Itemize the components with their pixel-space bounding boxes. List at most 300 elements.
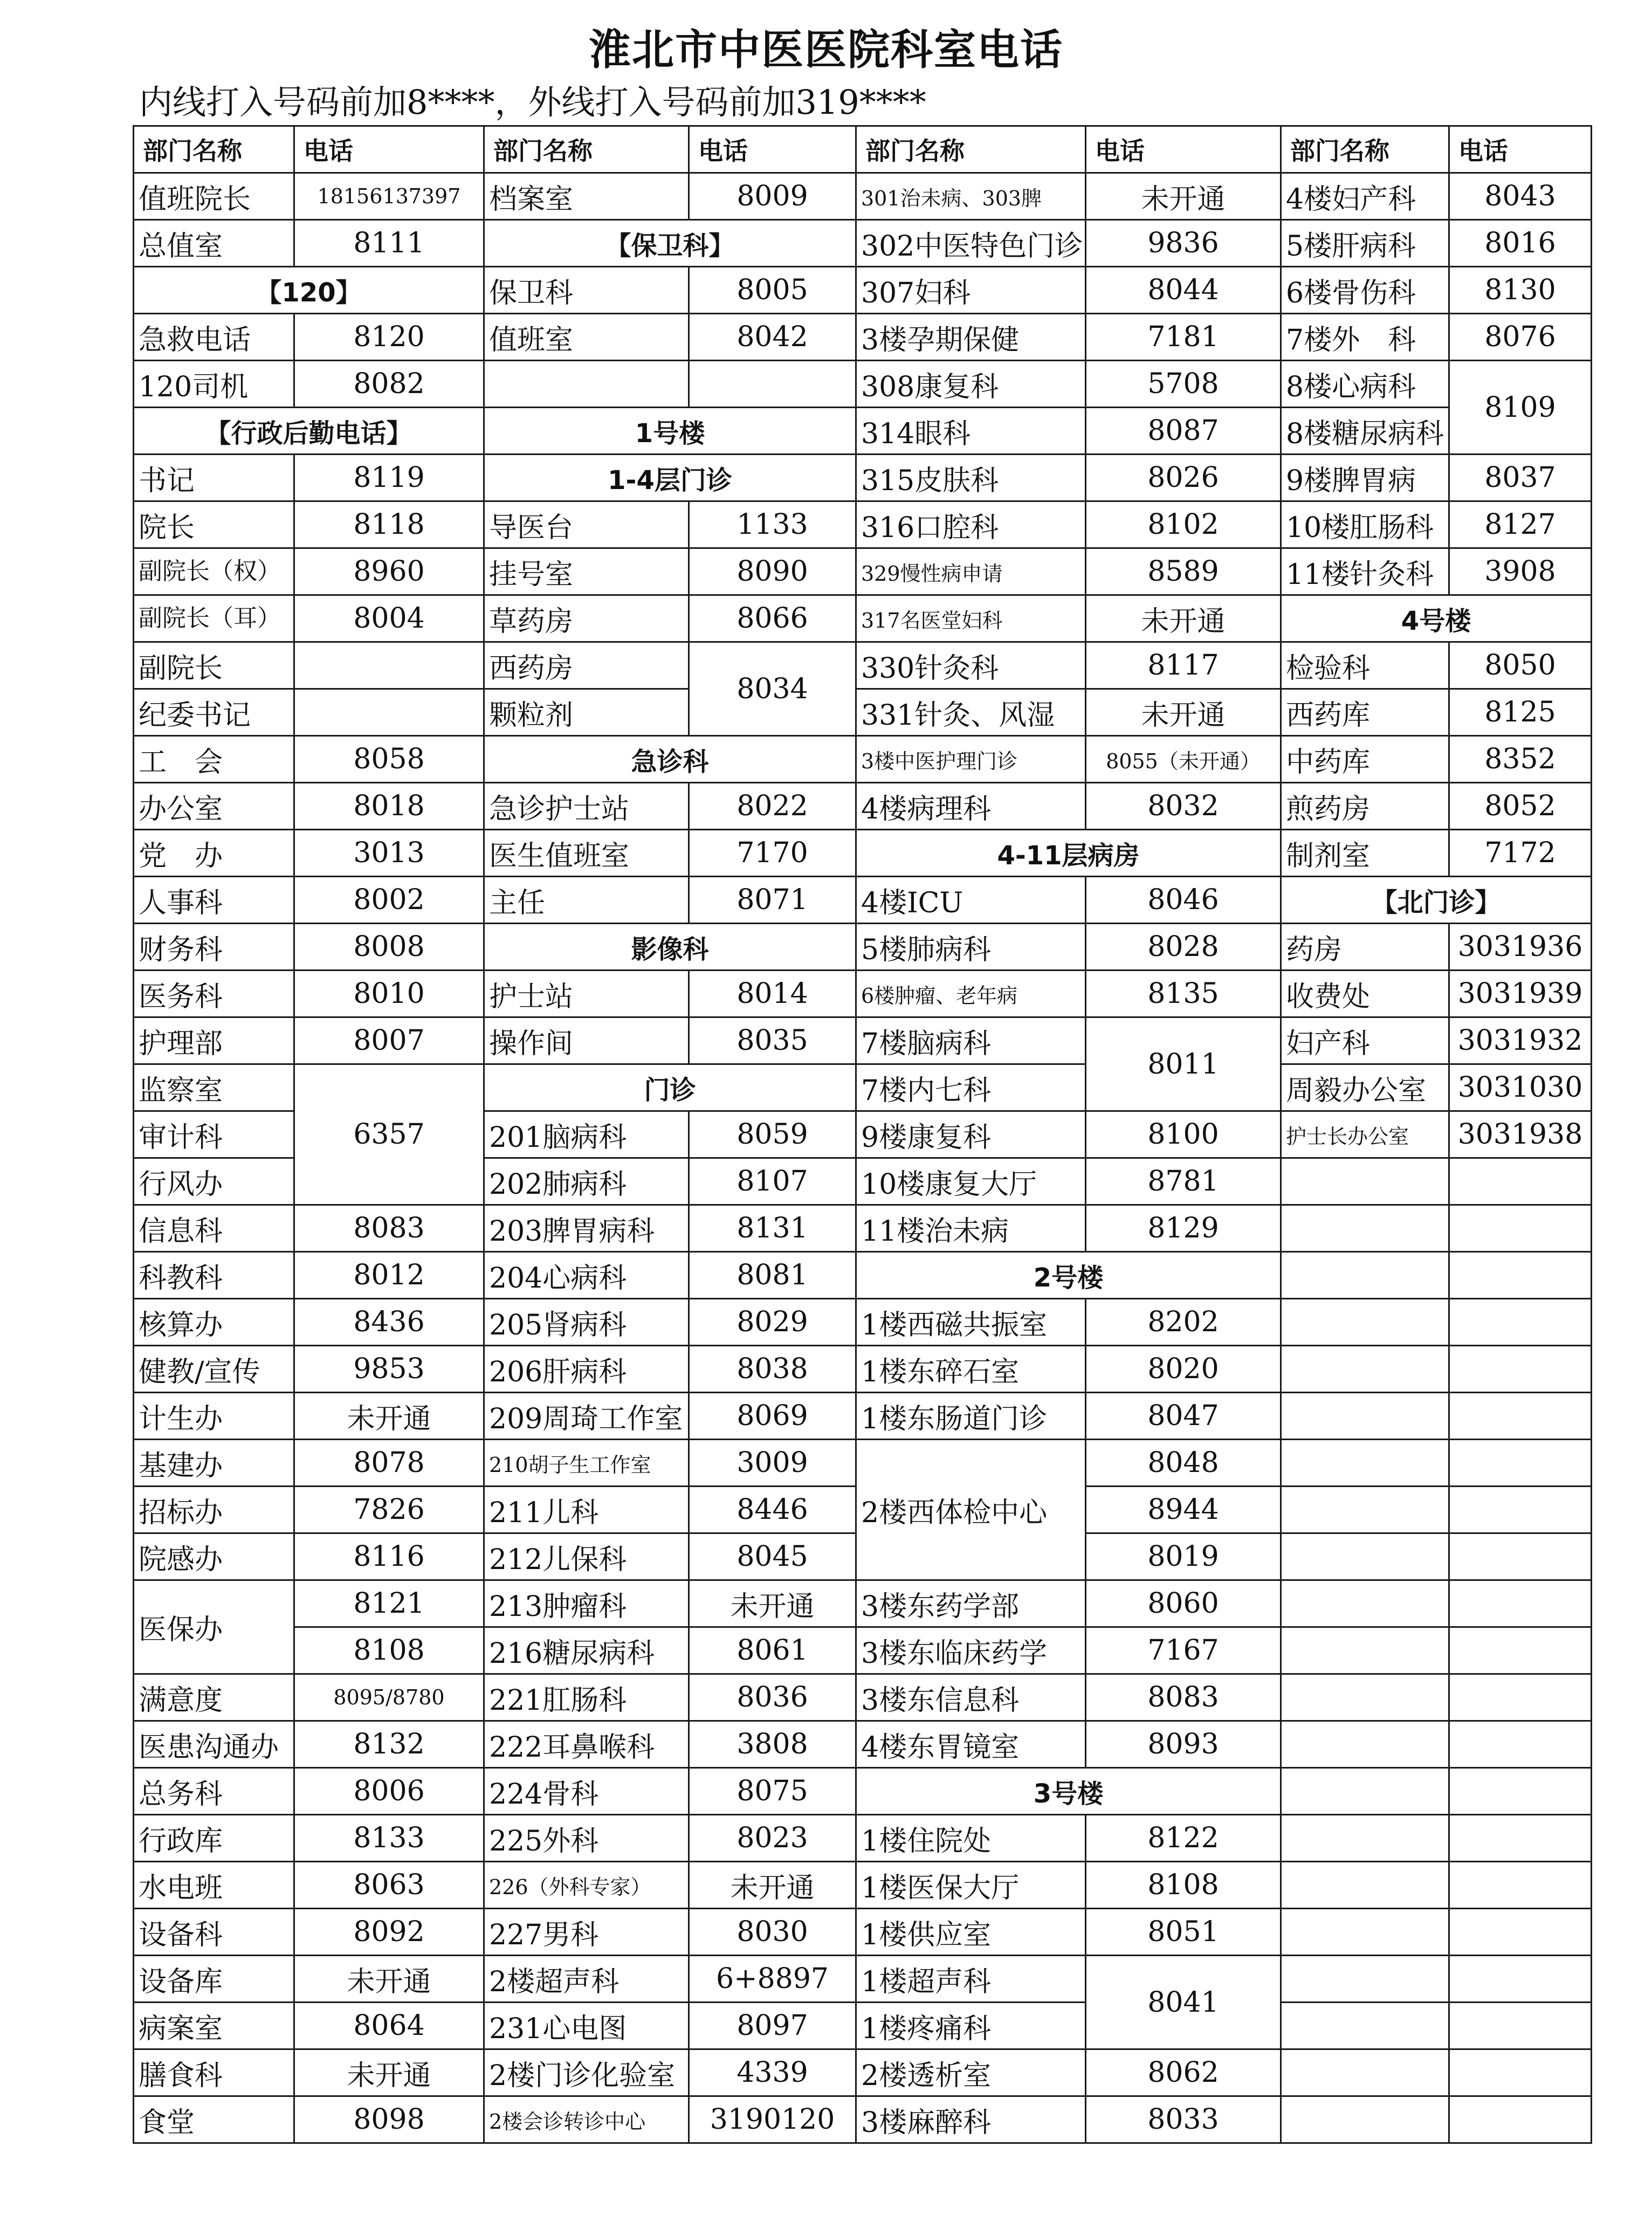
phone-number-cell: 8109 xyxy=(1449,361,1592,455)
phone-number-cell: 8064 xyxy=(294,2003,484,2049)
department-name-cell: 7楼内七科 xyxy=(856,1064,1086,1111)
table-row xyxy=(134,220,1592,267)
department-name-cell: 医患沟通办 xyxy=(134,1721,294,1768)
phone-number-cell xyxy=(1449,1674,1592,1721)
department-name-cell: 4楼ICU xyxy=(856,877,1086,924)
phone-number-cell: 8026 xyxy=(1086,455,1281,501)
section-header-cell: 4-11层病房 xyxy=(856,830,1281,877)
phone-number-cell: 8083 xyxy=(294,1205,484,1252)
phone-number-cell xyxy=(1449,1862,1592,1909)
department-name-cell: 保卫科 xyxy=(484,267,689,314)
department-name-cell: 226（外科专家） xyxy=(484,1862,689,1909)
phone-number-cell: 8052 xyxy=(1449,783,1592,830)
department-name-cell: 6楼骨伤科 xyxy=(1281,267,1449,314)
phone-number-cell: 8018 xyxy=(294,783,484,830)
table-row xyxy=(134,2049,1592,2096)
phone-number-cell xyxy=(1449,2049,1592,2096)
phone-number-cell: 8023 xyxy=(689,1815,856,1862)
phone-number-cell xyxy=(1449,1721,1592,1768)
department-name-cell: 4楼东胃镜室 xyxy=(856,1721,1086,1768)
table-row xyxy=(134,173,1592,220)
department-name-cell: 212儿保科 xyxy=(484,1533,689,1580)
department-name-cell: 9楼康复科 xyxy=(856,1111,1086,1158)
department-name-cell: 满意度 xyxy=(134,1674,294,1721)
section-header-cell: 【120】 xyxy=(134,267,484,314)
department-name-cell xyxy=(1281,1299,1449,1346)
table-row xyxy=(134,1580,1592,1627)
phone-number-cell: 8108 xyxy=(1086,1862,1281,1909)
phone-number-cell xyxy=(1449,1815,1592,1862)
department-name-cell: 煎药房 xyxy=(1281,783,1449,830)
department-name-cell: 9楼脾胃病 xyxy=(1281,455,1449,501)
department-name-cell: 设备科 xyxy=(134,1909,294,1956)
phone-number-cell: 8127 xyxy=(1449,501,1592,548)
phone-number-cell: 8092 xyxy=(294,1909,484,1956)
phone-number-cell: 8041 xyxy=(1086,1956,1281,2049)
section-header-cell: 【保卫科】 xyxy=(484,220,856,267)
department-name-cell: 314眼科 xyxy=(856,408,1086,455)
phone-number-cell xyxy=(689,361,856,408)
phone-number-cell: 8063 xyxy=(294,1862,484,1909)
department-name-cell: 10楼康复大厅 xyxy=(856,1158,1086,1205)
phone-number-cell: 8131 xyxy=(689,1205,856,1252)
section-header-cell: 影像科 xyxy=(484,924,856,971)
phone-number-cell xyxy=(1449,1299,1592,1346)
department-name-cell: 211儿科 xyxy=(484,1487,689,1533)
phone-number-cell: 8944 xyxy=(1086,1487,1281,1533)
phone-number-cell: 4339 xyxy=(689,2049,856,2096)
phone-number-cell: 8060 xyxy=(1086,1580,1281,1627)
table-row xyxy=(134,1721,1592,1768)
phone-number-cell: 8051 xyxy=(1086,1909,1281,1956)
table-row xyxy=(134,548,1592,595)
phone-number-cell: 8020 xyxy=(1086,1346,1281,1393)
section-header-cell: 急诊科 xyxy=(484,736,856,783)
phone-number-cell: 8125 xyxy=(1449,689,1592,736)
phone-number-cell: 8781 xyxy=(1086,1158,1281,1205)
phone-number-cell: 8004 xyxy=(294,595,484,642)
department-name-cell: 3楼孕期保健 xyxy=(856,314,1086,361)
department-name-cell: 医生值班室 xyxy=(484,830,689,877)
department-name-cell: 总值室 xyxy=(134,220,294,267)
department-name-cell: 设备库 xyxy=(134,1956,294,2003)
department-name-cell: 膳食科 xyxy=(134,2049,294,2096)
department-name-cell: 2楼西体检中心 xyxy=(856,1440,1086,1580)
department-name-cell: 信息科 xyxy=(134,1205,294,1252)
department-name-cell: 330针灸科 xyxy=(856,642,1086,689)
department-name-cell: 213肿瘤科 xyxy=(484,1580,689,1627)
phone-number-cell: 未开通 xyxy=(294,1393,484,1440)
phone-number-cell: 8100 xyxy=(1086,1111,1281,1158)
phone-number-cell: 8078 xyxy=(294,1440,484,1487)
phone-number-cell: 8059 xyxy=(689,1111,856,1158)
table-row xyxy=(134,1017,1592,1064)
department-name-cell xyxy=(1281,2003,1449,2049)
department-name-cell: 315皮肤科 xyxy=(856,455,1086,501)
department-name-cell xyxy=(1281,1158,1449,1205)
table-row xyxy=(134,1674,1592,1721)
phone-number-cell: 8121 xyxy=(294,1580,484,1627)
table-row xyxy=(134,1815,1592,1862)
department-name-cell: 收费处 xyxy=(1281,971,1449,1017)
phone-number-cell xyxy=(1449,1627,1592,1674)
department-name-cell: 2楼会诊转诊中心 xyxy=(484,2096,689,2143)
department-name-cell: 1楼住院处 xyxy=(856,1815,1086,1862)
department-name-cell xyxy=(1281,1440,1449,1487)
department-name-cell: 副院长 xyxy=(134,642,294,689)
department-name-cell: 水电班 xyxy=(134,1862,294,1909)
department-name-cell: 核算办 xyxy=(134,1299,294,1346)
phone-number-cell: 8036 xyxy=(689,1674,856,1721)
phone-number-cell: 8130 xyxy=(1449,267,1592,314)
phone-number-cell: 未开通 xyxy=(294,1956,484,2003)
phone-number-cell xyxy=(1449,1205,1592,1252)
table-row xyxy=(134,1909,1592,1956)
phone-number-cell: 8129 xyxy=(1086,1205,1281,1252)
phone-number-cell xyxy=(1449,1580,1592,1627)
table-row xyxy=(134,361,1592,408)
phone-number-cell: 8111 xyxy=(294,220,484,267)
column-header-phone: 电话 xyxy=(1449,126,1592,173)
phone-number-cell: 3031939 xyxy=(1449,971,1592,1017)
department-name-cell: 纪委书记 xyxy=(134,689,294,736)
department-name-cell xyxy=(1281,1205,1449,1252)
table-row xyxy=(134,783,1592,830)
phone-number-cell: 7170 xyxy=(689,830,856,877)
phone-number-cell: 3031030 xyxy=(1449,1064,1592,1111)
phone-number-cell: 3031938 xyxy=(1449,1111,1592,1158)
page-title: 淮北市中医医院科室电话 xyxy=(588,26,1063,74)
phone-number-cell: 8038 xyxy=(689,1346,856,1393)
department-name-cell: 值班室 xyxy=(484,314,689,361)
phone-number-cell: 8061 xyxy=(689,1627,856,1674)
phone-number-cell: 8083 xyxy=(1086,1674,1281,1721)
table-row xyxy=(134,595,1592,642)
department-name-cell: 导医台 xyxy=(484,501,689,548)
phone-number-cell: 未开通 xyxy=(689,1862,856,1909)
department-name-cell xyxy=(1281,1815,1449,1862)
department-name-cell: 308康复科 xyxy=(856,361,1086,408)
table-row xyxy=(134,408,1592,455)
department-name-cell: 人事科 xyxy=(134,877,294,924)
department-name-cell: 329慢性病申请 xyxy=(856,548,1086,595)
phone-number-cell: 8076 xyxy=(1449,314,1592,361)
column-header-phone: 电话 xyxy=(294,126,484,173)
department-name-cell xyxy=(1281,1721,1449,1768)
department-name-cell: 草药房 xyxy=(484,595,689,642)
phone-number-cell: 8055（未开通） xyxy=(1086,736,1281,783)
phone-number-cell xyxy=(1449,2096,1592,2143)
department-name-cell: 222耳鼻喉科 xyxy=(484,1721,689,1768)
header-row xyxy=(134,126,1592,173)
table-row xyxy=(134,1252,1592,1299)
table-row xyxy=(134,736,1592,783)
department-name-cell: 210胡子生工作室 xyxy=(484,1440,689,1487)
dialing-note: 内线打入号码前加8****，外线打入号码前加319**** xyxy=(139,82,926,122)
department-name-cell: 科教科 xyxy=(134,1252,294,1299)
department-name-cell: 5楼肺病科 xyxy=(856,924,1086,971)
phone-number-cell: 8044 xyxy=(1086,267,1281,314)
phone-number-cell: 8045 xyxy=(689,1533,856,1580)
phone-number-cell: 6+8897 xyxy=(689,1956,856,2003)
department-name-cell: 302中医特色门诊 xyxy=(856,220,1086,267)
phone-number-cell: 8081 xyxy=(689,1252,856,1299)
department-name-cell: 主任 xyxy=(484,877,689,924)
department-name-cell: 基建办 xyxy=(134,1440,294,1487)
department-name-cell: 206肝病科 xyxy=(484,1346,689,1393)
section-header-cell: 1号楼 xyxy=(484,408,856,455)
phone-number-cell: 9836 xyxy=(1086,220,1281,267)
table-row xyxy=(134,1064,1592,1111)
phone-number-cell: 8030 xyxy=(689,1909,856,1956)
phone-number-cell: 8062 xyxy=(1086,2049,1281,2096)
department-name-cell: 护士站 xyxy=(484,971,689,1017)
phone-number-cell: 8022 xyxy=(689,783,856,830)
phone-number-cell: 未开通 xyxy=(294,2049,484,2096)
table-row xyxy=(134,642,1592,689)
department-name-cell: 225外科 xyxy=(484,1815,689,1862)
department-name-cell: 317名医堂妇科 xyxy=(856,595,1086,642)
phone-number-cell: 8119 xyxy=(294,455,484,501)
phone-number-cell: 8046 xyxy=(1086,877,1281,924)
department-name-cell xyxy=(1281,1533,1449,1580)
phone-number-cell: 8108 xyxy=(294,1627,484,1674)
table-row xyxy=(134,314,1592,361)
department-name-cell: 204心病科 xyxy=(484,1252,689,1299)
phone-number-cell: 8097 xyxy=(689,2003,856,2049)
department-name-cell: 8楼糖尿病科 xyxy=(1281,408,1449,455)
phone-number-cell: 8042 xyxy=(689,314,856,361)
department-name-cell: 办公室 xyxy=(134,783,294,830)
phone-number-cell xyxy=(1449,1252,1592,1299)
phone-number-cell: 8019 xyxy=(1086,1533,1281,1580)
table-row xyxy=(134,924,1592,971)
department-name-cell: 7楼脑病科 xyxy=(856,1017,1086,1064)
department-name-cell: 1楼医保大厅 xyxy=(856,1862,1086,1909)
phone-number-cell: 8122 xyxy=(1086,1815,1281,1862)
phone-number-cell xyxy=(1449,1956,1592,2003)
phone-number-cell: 7826 xyxy=(294,1487,484,1533)
department-name-cell: 操作间 xyxy=(484,1017,689,1064)
department-name-cell: 妇产科 xyxy=(1281,1017,1449,1064)
department-name-cell: 202肺病科 xyxy=(484,1158,689,1205)
phone-number-cell: 6357 xyxy=(294,1064,484,1205)
phone-number-cell: 3009 xyxy=(689,1440,856,1487)
phone-number-cell: 8009 xyxy=(689,173,856,220)
department-name-cell: 挂号室 xyxy=(484,548,689,595)
department-name-cell: 4楼妇产科 xyxy=(1281,173,1449,220)
phone-number-cell: 8117 xyxy=(1086,642,1281,689)
department-name-cell: 审计科 xyxy=(134,1111,294,1158)
department-name-cell: 11楼针灸科 xyxy=(1281,548,1449,595)
department-name-cell: 制剂室 xyxy=(1281,830,1449,877)
phone-number-cell xyxy=(294,689,484,736)
department-name-cell: 6楼肿瘤、老年病 xyxy=(856,971,1086,1017)
department-name-cell: 4楼病理科 xyxy=(856,783,1086,830)
column-header-name: 部门名称 xyxy=(134,126,294,173)
phone-number-cell: 8043 xyxy=(1449,173,1592,220)
department-name-cell xyxy=(1281,1768,1449,1815)
phone-number-cell: 8034 xyxy=(689,642,856,736)
department-name-cell: 209周琦工作室 xyxy=(484,1393,689,1440)
department-name-cell: 护理部 xyxy=(134,1017,294,1064)
department-name-cell: 总务科 xyxy=(134,1768,294,1815)
department-name-cell: 203脾胃病科 xyxy=(484,1205,689,1252)
phone-number-cell: 8028 xyxy=(1086,924,1281,971)
phone-number-cell xyxy=(1449,1768,1592,1815)
department-name-cell: 计生办 xyxy=(134,1393,294,1440)
phone-number-cell: 8002 xyxy=(294,877,484,924)
department-name-cell: 201脑病科 xyxy=(484,1111,689,1158)
department-name-cell: 1楼东碎石室 xyxy=(856,1346,1086,1393)
department-name-cell: 招标办 xyxy=(134,1487,294,1533)
department-name-cell: 224骨科 xyxy=(484,1768,689,1815)
department-name-cell: 急救电话 xyxy=(134,314,294,361)
phone-number-cell: 8012 xyxy=(294,1252,484,1299)
department-name-cell: 8楼心病科 xyxy=(1281,361,1449,408)
department-name-cell: 食堂 xyxy=(134,2096,294,2143)
phone-number-cell: 3031936 xyxy=(1449,924,1592,971)
section-header-cell: 【北门诊】 xyxy=(1281,877,1592,924)
phone-number-cell: 8087 xyxy=(1086,408,1281,455)
department-name-cell: 工 会 xyxy=(134,736,294,783)
table-row xyxy=(134,971,1592,1017)
department-name-cell: 10楼肛肠科 xyxy=(1281,501,1449,548)
department-name-cell: 7楼外 科 xyxy=(1281,314,1449,361)
department-name-cell: 值班院长 xyxy=(134,173,294,220)
department-name-cell: 西药库 xyxy=(1281,689,1449,736)
department-name-cell: 11楼治未病 xyxy=(856,1205,1086,1252)
phone-directory-table xyxy=(133,125,1592,2144)
phone-number-cell xyxy=(1449,1487,1592,1533)
phone-number-cell: 8095/8780 xyxy=(294,1674,484,1721)
department-name-cell: 331针灸、风湿 xyxy=(856,689,1086,736)
table-row xyxy=(134,830,1592,877)
phone-number-cell: 8048 xyxy=(1086,1440,1281,1487)
department-name-cell xyxy=(1281,1487,1449,1533)
department-name-cell: 3楼东临床药学 xyxy=(856,1627,1086,1674)
phone-number-cell: 8120 xyxy=(294,314,484,361)
phone-number-cell: 8960 xyxy=(294,548,484,595)
phone-number-cell xyxy=(1449,1440,1592,1487)
department-name-cell: 1楼超声科 xyxy=(856,1956,1086,2003)
phone-number-cell xyxy=(294,642,484,689)
department-name-cell: 药房 xyxy=(1281,924,1449,971)
section-header-cell: 2号楼 xyxy=(856,1252,1281,1299)
table-row xyxy=(134,1627,1592,1674)
department-name-cell: 院长 xyxy=(134,501,294,548)
phone-number-cell: 未开通 xyxy=(1086,689,1281,736)
column-header-name: 部门名称 xyxy=(856,126,1086,173)
department-name-cell: 行政库 xyxy=(134,1815,294,1862)
department-name-cell: 3楼中医护理门诊 xyxy=(856,736,1086,783)
phone-number-cell: 3013 xyxy=(294,830,484,877)
department-name-cell: 中药库 xyxy=(1281,736,1449,783)
phone-number-cell: 8133 xyxy=(294,1815,484,1862)
department-name-cell: 党 办 xyxy=(134,830,294,877)
phone-number-cell: 9853 xyxy=(294,1346,484,1393)
department-name-cell xyxy=(1281,1674,1449,1721)
phone-number-cell: 5708 xyxy=(1086,361,1281,408)
column-header-name: 部门名称 xyxy=(484,126,689,173)
department-name-cell: 西药房 xyxy=(484,642,689,689)
phone-number-cell: 8132 xyxy=(294,1721,484,1768)
phone-number-cell: 8118 xyxy=(294,501,484,548)
phone-number-cell: 8006 xyxy=(294,1768,484,1815)
phone-number-cell xyxy=(1449,1909,1592,1956)
department-name-cell: 档案室 xyxy=(484,173,689,220)
phone-number-cell: 8010 xyxy=(294,971,484,1017)
department-name-cell: 健教/宣传 xyxy=(134,1346,294,1393)
department-name-cell: 医务科 xyxy=(134,971,294,1017)
table-row xyxy=(134,689,1592,736)
phone-number-cell: 8066 xyxy=(689,595,856,642)
department-name-cell xyxy=(1281,1580,1449,1627)
phone-number-cell: 8037 xyxy=(1449,455,1592,501)
phone-number-cell xyxy=(1449,1393,1592,1440)
table-row xyxy=(134,1862,1592,1909)
phone-number-cell: 8050 xyxy=(1449,642,1592,689)
phone-number-cell: 8093 xyxy=(1086,1721,1281,1768)
column-header-name: 部门名称 xyxy=(1281,126,1449,173)
phone-number-cell: 8082 xyxy=(294,361,484,408)
table-row xyxy=(134,501,1592,548)
department-name-cell xyxy=(1281,1346,1449,1393)
phone-number-cell: 8008 xyxy=(294,924,484,971)
department-name-cell: 316口腔科 xyxy=(856,501,1086,548)
phone-number-cell: 8058 xyxy=(294,736,484,783)
phone-number-cell: 7167 xyxy=(1086,1627,1281,1674)
phone-number-cell: 未开通 xyxy=(1086,595,1281,642)
phone-number-cell: 8071 xyxy=(689,877,856,924)
department-name-cell xyxy=(1281,1862,1449,1909)
phone-number-cell: 3808 xyxy=(689,1721,856,1768)
phone-number-cell: 8016 xyxy=(1449,220,1592,267)
department-name-cell: 1楼东肠道门诊 xyxy=(856,1393,1086,1440)
phone-number-cell: 8007 xyxy=(294,1017,484,1064)
column-header-phone: 电话 xyxy=(689,126,856,173)
department-name-cell: 颗粒剂 xyxy=(484,689,689,736)
department-name-cell: 301治未病、303脾 xyxy=(856,173,1086,220)
department-name-cell: 227男科 xyxy=(484,1909,689,1956)
table-row xyxy=(134,1393,1592,1440)
phone-number-cell: 8436 xyxy=(294,1299,484,1346)
department-name-cell xyxy=(1281,1393,1449,1440)
table-row xyxy=(134,1768,1592,1815)
phone-number-cell: 8202 xyxy=(1086,1299,1281,1346)
phone-number-cell: 8029 xyxy=(689,1299,856,1346)
department-name-cell xyxy=(1281,2096,1449,2143)
department-name-cell xyxy=(1281,1252,1449,1299)
table-row xyxy=(134,1440,1592,1487)
phone-number-cell: 8047 xyxy=(1086,1393,1281,1440)
section-header-cell: 【行政后勤电话】 xyxy=(134,408,484,455)
department-name-cell: 5楼肝病科 xyxy=(1281,220,1449,267)
department-name-cell: 1楼疼痛科 xyxy=(856,2003,1086,2049)
department-name-cell: 3楼麻醉科 xyxy=(856,2096,1086,2143)
phone-number-cell: 3031932 xyxy=(1449,1017,1592,1064)
phone-number-cell xyxy=(1449,2003,1592,2049)
phone-number-cell: 8069 xyxy=(689,1393,856,1440)
phone-number-cell: 8107 xyxy=(689,1158,856,1205)
phone-number-cell: 8033 xyxy=(1086,2096,1281,2143)
table-row xyxy=(134,2096,1592,2143)
phone-number-cell xyxy=(1449,1533,1592,1580)
department-name-cell: 书记 xyxy=(134,455,294,501)
department-name-cell: 231心电图 xyxy=(484,2003,689,2049)
phone-number-cell: 8035 xyxy=(689,1017,856,1064)
department-name-cell: 财务科 xyxy=(134,924,294,971)
